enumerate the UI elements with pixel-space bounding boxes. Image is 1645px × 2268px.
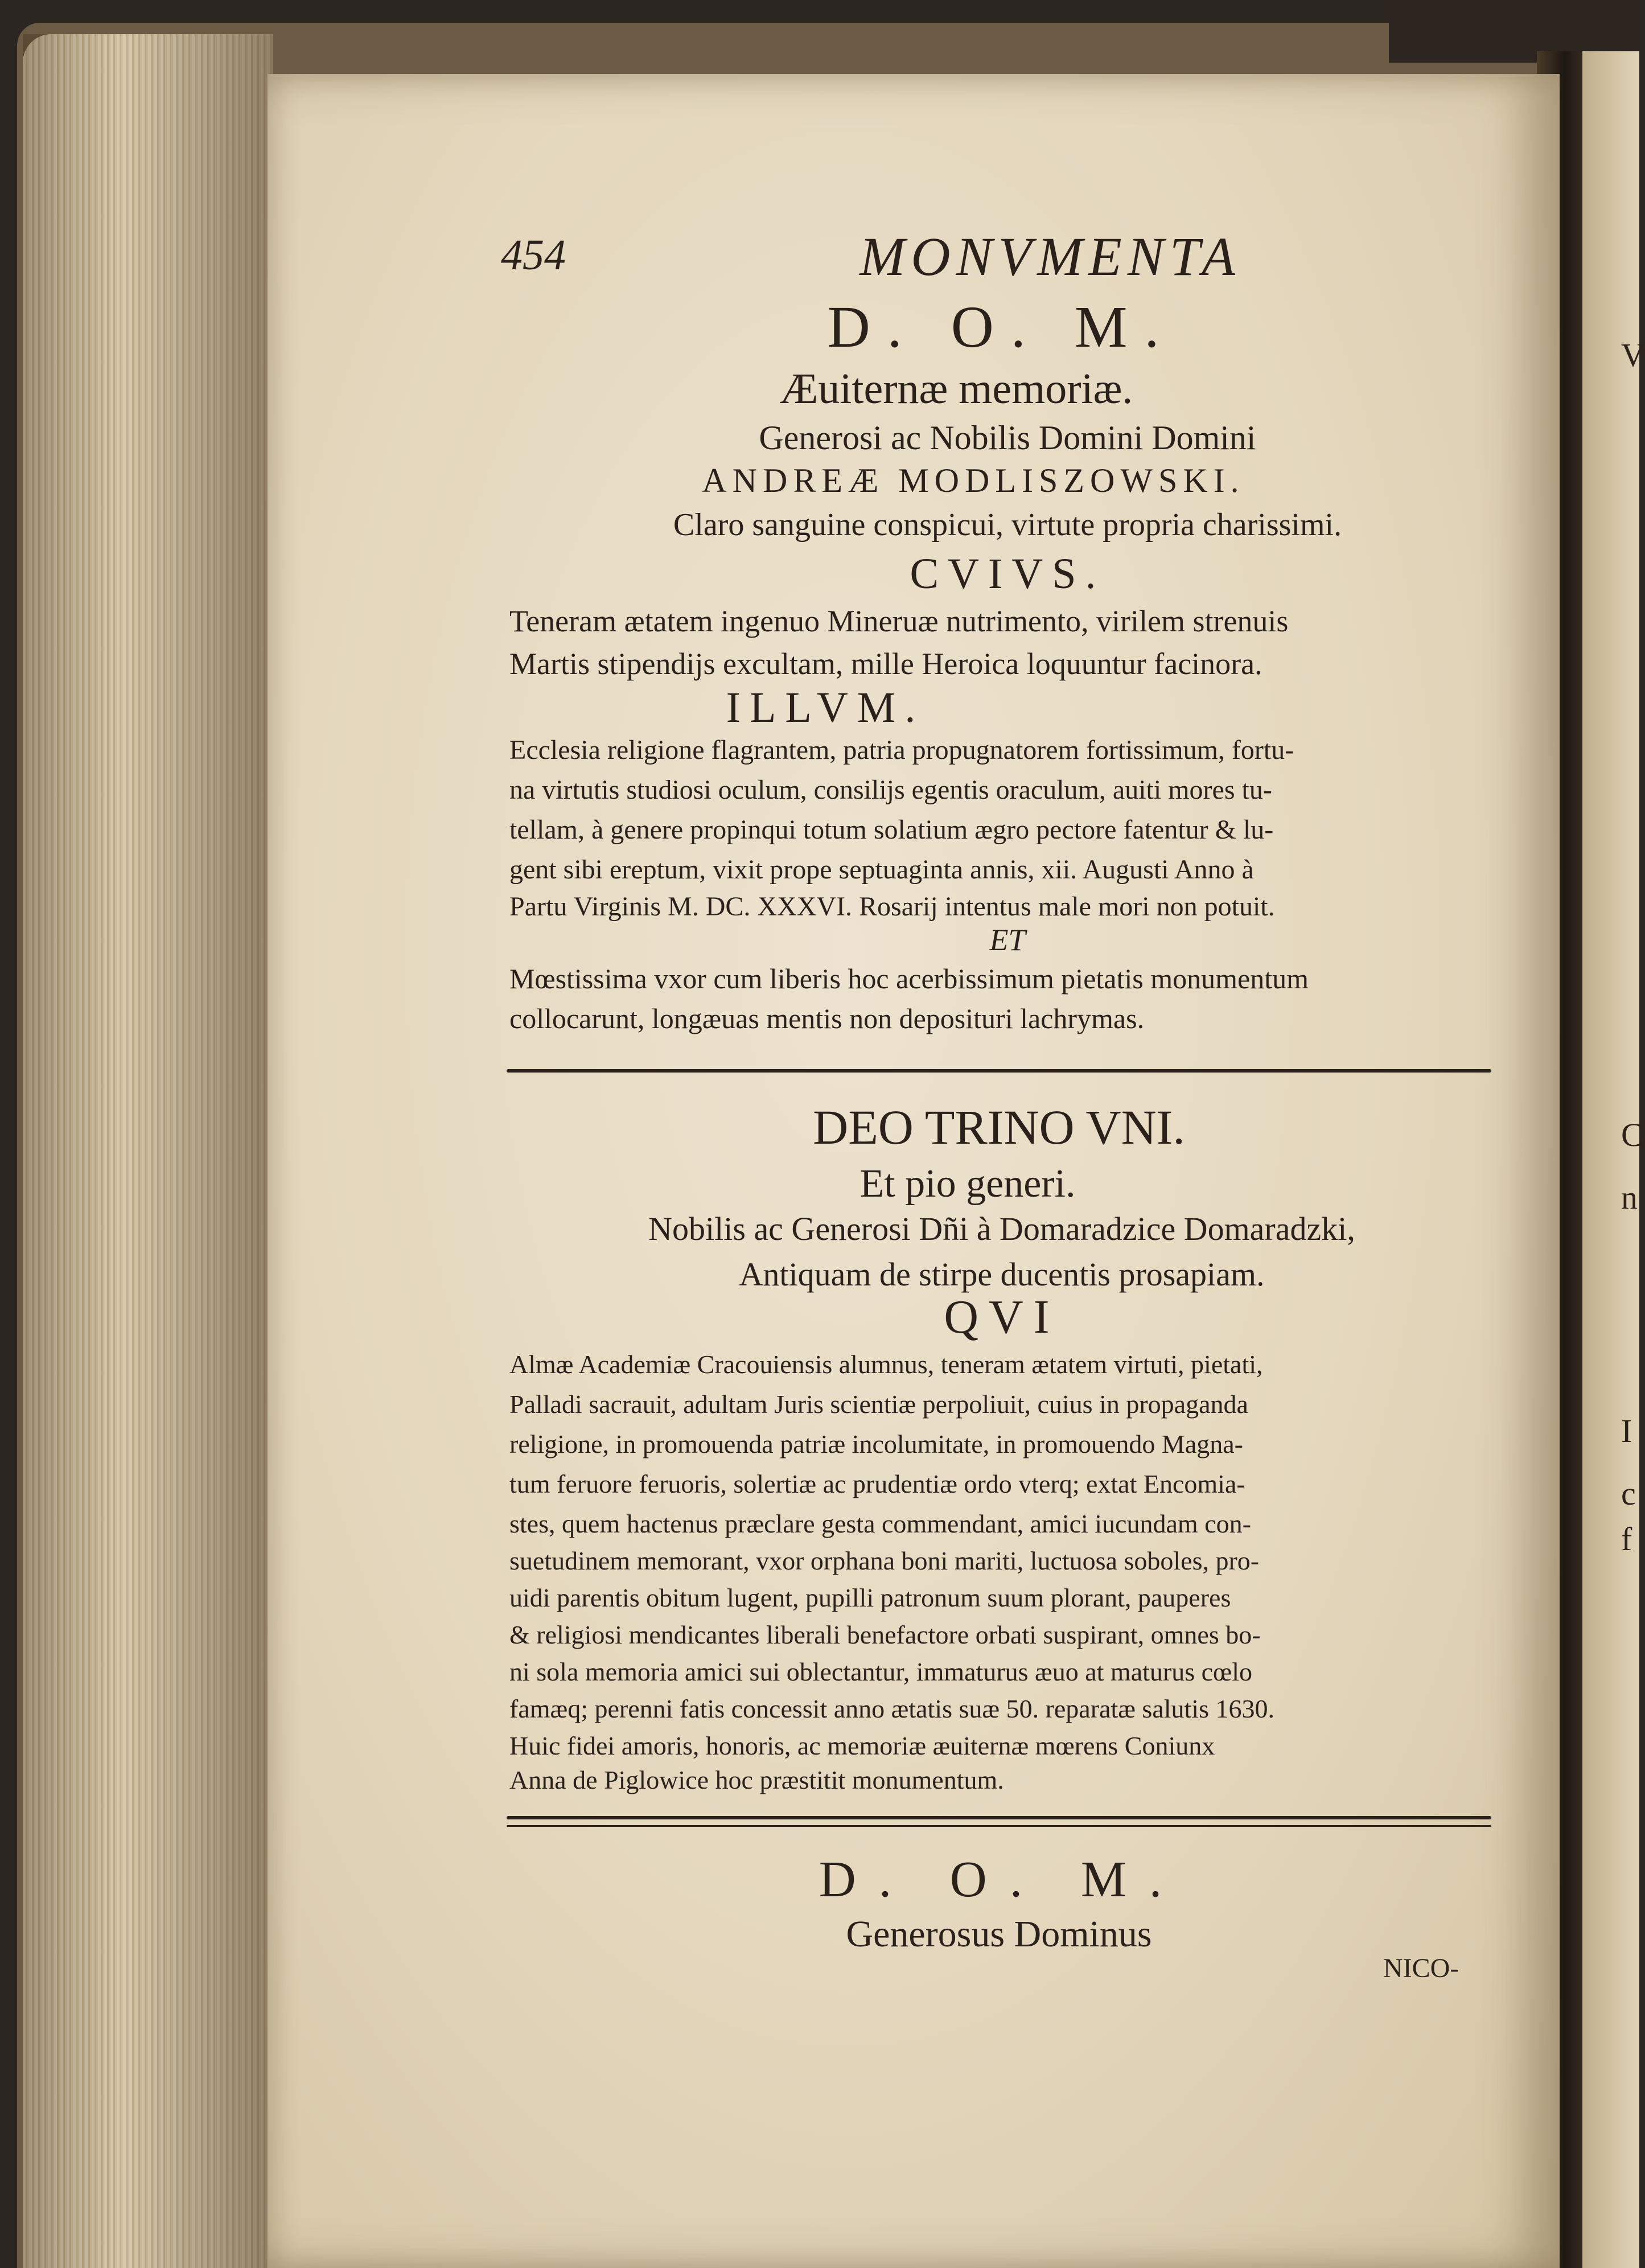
paragraph-line: Mœstissima vxor cum liberis hoc acerbissimum pietatis monumentum <box>509 963 1309 995</box>
section-heading: ET <box>989 923 1026 957</box>
facing-page-glyph: I <box>1621 1412 1632 1449</box>
paragraph-line: religione, in promouenda patriæ incolumitate, in promouendo Magna- <box>509 1429 1243 1458</box>
facing-page-glyph: V <box>1621 336 1645 373</box>
epitaph-heading: DEO TRINO VNI. <box>813 1100 1185 1154</box>
facing-page-glyph: C <box>1621 1116 1643 1153</box>
paragraph-line: Partu Virginis M. DC. XXXVI. Rosarij intentus male mori non potuit. <box>509 891 1275 922</box>
paragraph-line: tellam, à genere propinqui totum solatium ægro pectore fatentur & lu- <box>509 815 1274 845</box>
paragraph-line: uidi parentis obitum lugent, pupilli patronum suum plorant, pauperes <box>509 1583 1231 1612</box>
paragraph-line: Almæ Academiæ Cracouiensis alumnus, teneram ætatem virtuti, pietati, <box>509 1350 1263 1379</box>
section-heading: QVI <box>944 1291 1060 1343</box>
facing-page-glyph: f <box>1621 1521 1632 1558</box>
epitaph-line: Nobilis ac Generosi Dñi à Domaradzice Domaradzki, <box>648 1210 1355 1247</box>
epitaph-line: Generosus Dominus <box>846 1913 1152 1955</box>
separator-rule <box>507 1816 1491 1819</box>
epitaph-line: Generosi ac Nobilis Domini Domini <box>759 419 1256 457</box>
separator-rule <box>507 1069 1491 1073</box>
paragraph-line: Huic fidei amoris, honoris, ac memoriæ æuiternæ mœrens Coniunx <box>509 1731 1215 1760</box>
epitaph-line: Claro sanguine conspicui, virtute propria charissimi. <box>673 507 1342 543</box>
section-heading: ILLVM. <box>726 684 925 732</box>
paragraph-line: ni sola memoria amici sui oblectantur, immaturus æuo at maturus cœlo <box>509 1657 1253 1686</box>
dom-heading: D. O. M. <box>819 1851 1185 1908</box>
paragraph-line: Ecclesia religione flagrantem, patria propugnatorem fortissimum, fortu- <box>509 735 1294 765</box>
facing-page-glyph: c <box>1621 1475 1636 1512</box>
paragraph-line: & religiosi mendicantes liberali benefactore orbati suspirant, omnes bo- <box>509 1620 1261 1649</box>
running-head: MONVMENTA <box>859 226 1241 287</box>
paragraph-line: stes, quem hactenus præclare gesta commendant, amici iucundam con- <box>509 1509 1251 1538</box>
paragraph-line: collocarunt, longæuas mentis non deposituri lachrymas. <box>509 1002 1145 1034</box>
epitaph-line: Et pio generi. <box>859 1162 1076 1206</box>
page-edges <box>23 34 273 2268</box>
epitaph-heading: Æuiternæ memoriæ. <box>779 365 1133 413</box>
paragraph-line: gent sibi ereptum, vixit prope septuaginta annis, xii. Augusti Anno à <box>509 854 1254 885</box>
epitaph-line: Antiquam de stirpe ducentis prosapiam. <box>739 1256 1265 1293</box>
paragraph-line: Palladi sacrauit, adultam Juris scientiæ perpoliuit, cuius in propaganda <box>509 1390 1248 1419</box>
facing-page-edge <box>1582 51 1639 2268</box>
deceased-name: ANDREÆ MODLISZOWSKI. <box>702 462 1245 499</box>
paragraph-line: tum feruore feruoris, solertiæ ac prudentiæ ordo vterq; extat Encomia- <box>509 1469 1245 1498</box>
section-heading: CVIVS. <box>910 550 1105 598</box>
dom-heading: D. O. M. <box>827 294 1177 360</box>
paragraph-line: Anna de Piglowice hoc præstitit monumentum. <box>509 1765 1004 1794</box>
facing-page-glyph: n <box>1621 1179 1638 1216</box>
paragraph-line: Martis stipendijs excultam, mille Heroica loquuntur facinora. <box>509 647 1262 681</box>
paragraph-line: suetudinem memorant, vxor orphana boni mariti, luctuosa soboles, pro- <box>509 1546 1260 1575</box>
page-number: 454 <box>501 231 566 279</box>
paragraph-line: na virtutis studiosi oculum, consilijs egentis oraculum, auiti mores tu- <box>509 775 1272 805</box>
paragraph-line: Teneram ætatem ingenuo Mineruæ nutrimento, virilem strenuis <box>509 604 1289 638</box>
separator-rule <box>507 1825 1491 1827</box>
catchword: NICO- <box>1383 1953 1459 1983</box>
paragraph-line: famæq; perenni fatis concessit anno ætatis suæ 50. reparatæ salutis 1630. <box>509 1694 1274 1723</box>
